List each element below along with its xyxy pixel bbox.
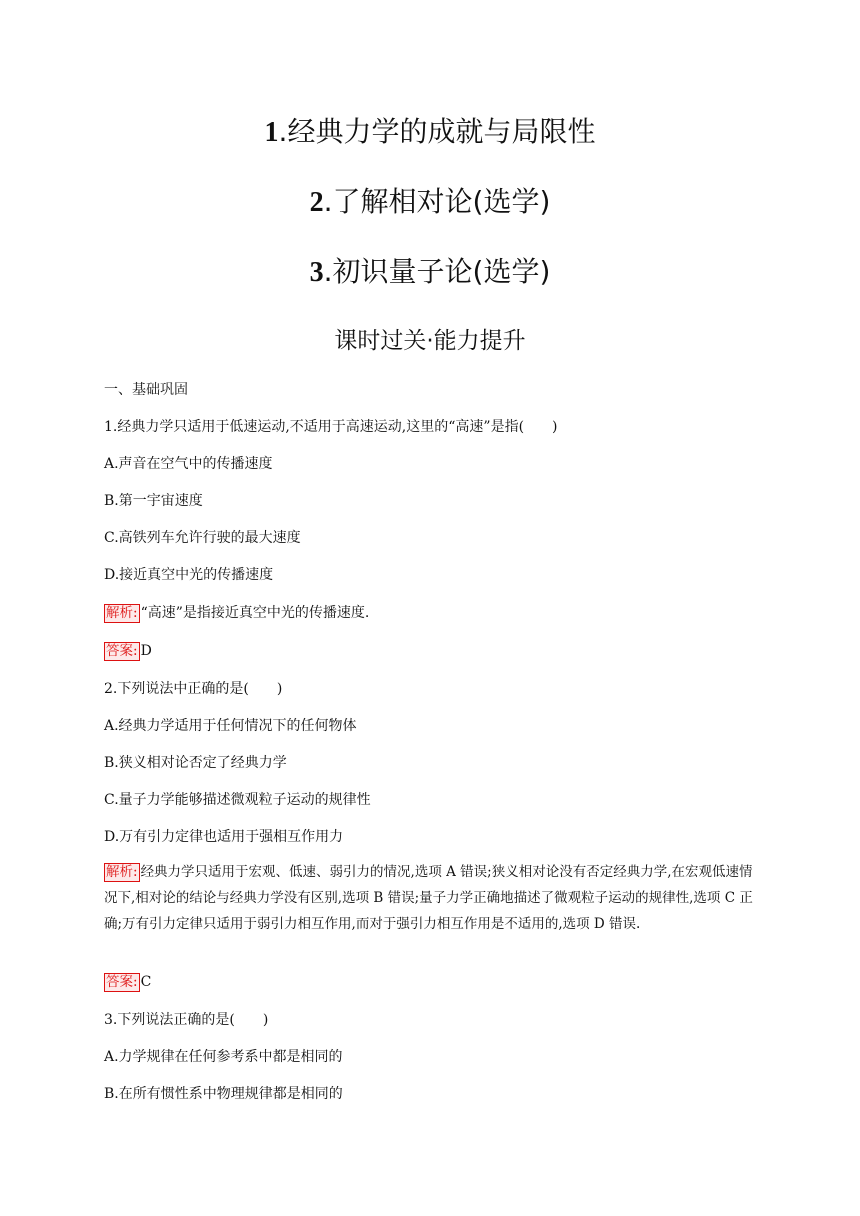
heading-2 xyxy=(0,184,860,221)
q1-option-d: D.接近真空中光的传播速度 xyxy=(104,567,274,583)
subtitle: 课时过关·能力提升 xyxy=(334,328,526,354)
analysis-tag: 解析: xyxy=(106,864,138,880)
q2-option-c: C.量子力学能够描述微观粒子运动的规律性 xyxy=(104,792,371,808)
q2-stem: 2.下列说法中正确的是( ) xyxy=(104,681,283,697)
q3-stem: 3.下列说法正确的是( ) xyxy=(104,1012,269,1028)
q2-answer xyxy=(104,972,151,992)
answer-tag: 答案: xyxy=(106,643,138,659)
q1-stem: 1.经典力学只适用于低速运动,不适用于高速运动,这里的“高速”是指( ) xyxy=(104,419,558,435)
heading-2-number: 2 xyxy=(309,187,324,218)
q1-option-a: A.声音在空气中的传播速度 xyxy=(104,456,273,472)
q2-option-d: D.万有引力定律也适用于强相互作用力 xyxy=(104,829,344,845)
heading-3 xyxy=(0,254,860,291)
heading-1-number: 1 xyxy=(264,117,279,148)
section-heading: 一、基础巩固 xyxy=(104,382,188,398)
q1-answer xyxy=(104,641,152,661)
q1-option-c: C.高铁列车允许行驶的最大速度 xyxy=(104,530,301,546)
q1-answer-text: D xyxy=(140,643,152,659)
q2-analysis-text: 经典力学只适用于宏观、低速、弱引力的情况,选项 A 错误;狭义相对论没有否定经典力学,在宏观低速情况下,相对论的结论与经典力学没有区别,选项 B 错误;量子力学正确地描述了微观粒子运动的规律性,选项 C 正确;万有引力定律只适用于弱引力相互作用,而对于强引力相互作用是不适用的,选项 D 错误. xyxy=(104,864,753,932)
q3-option-a: A.力学规律在任何参考系中都是相同的 xyxy=(104,1049,343,1065)
q1-analysis-text: “高速”是指接近真空中光的传播速度. xyxy=(140,605,370,621)
answer-tag: 答案: xyxy=(106,974,138,990)
q2-option-a: A.经典力学适用于任何情况下的任何物体 xyxy=(104,718,357,734)
q2-answer-text: C xyxy=(140,974,152,990)
heading-1 xyxy=(0,114,860,151)
q3-option-b: B.在所有惯性系中物理规律都是相同的 xyxy=(104,1086,343,1102)
heading-1-text: .经典力学的成就与局限性 xyxy=(278,115,596,148)
heading-3-text: .初识量子论(选学) xyxy=(323,255,551,288)
q1-analysis xyxy=(104,603,369,623)
heading-2-text: .了解相对论(选学) xyxy=(323,185,551,218)
heading-3-number: 3 xyxy=(309,257,324,288)
analysis-tag: 解析: xyxy=(106,605,138,621)
q2-analysis xyxy=(104,859,764,937)
q2-option-b: B.狭义相对论否定了经典力学 xyxy=(104,755,287,771)
q1-option-b: B.第一宇宙速度 xyxy=(104,493,203,509)
